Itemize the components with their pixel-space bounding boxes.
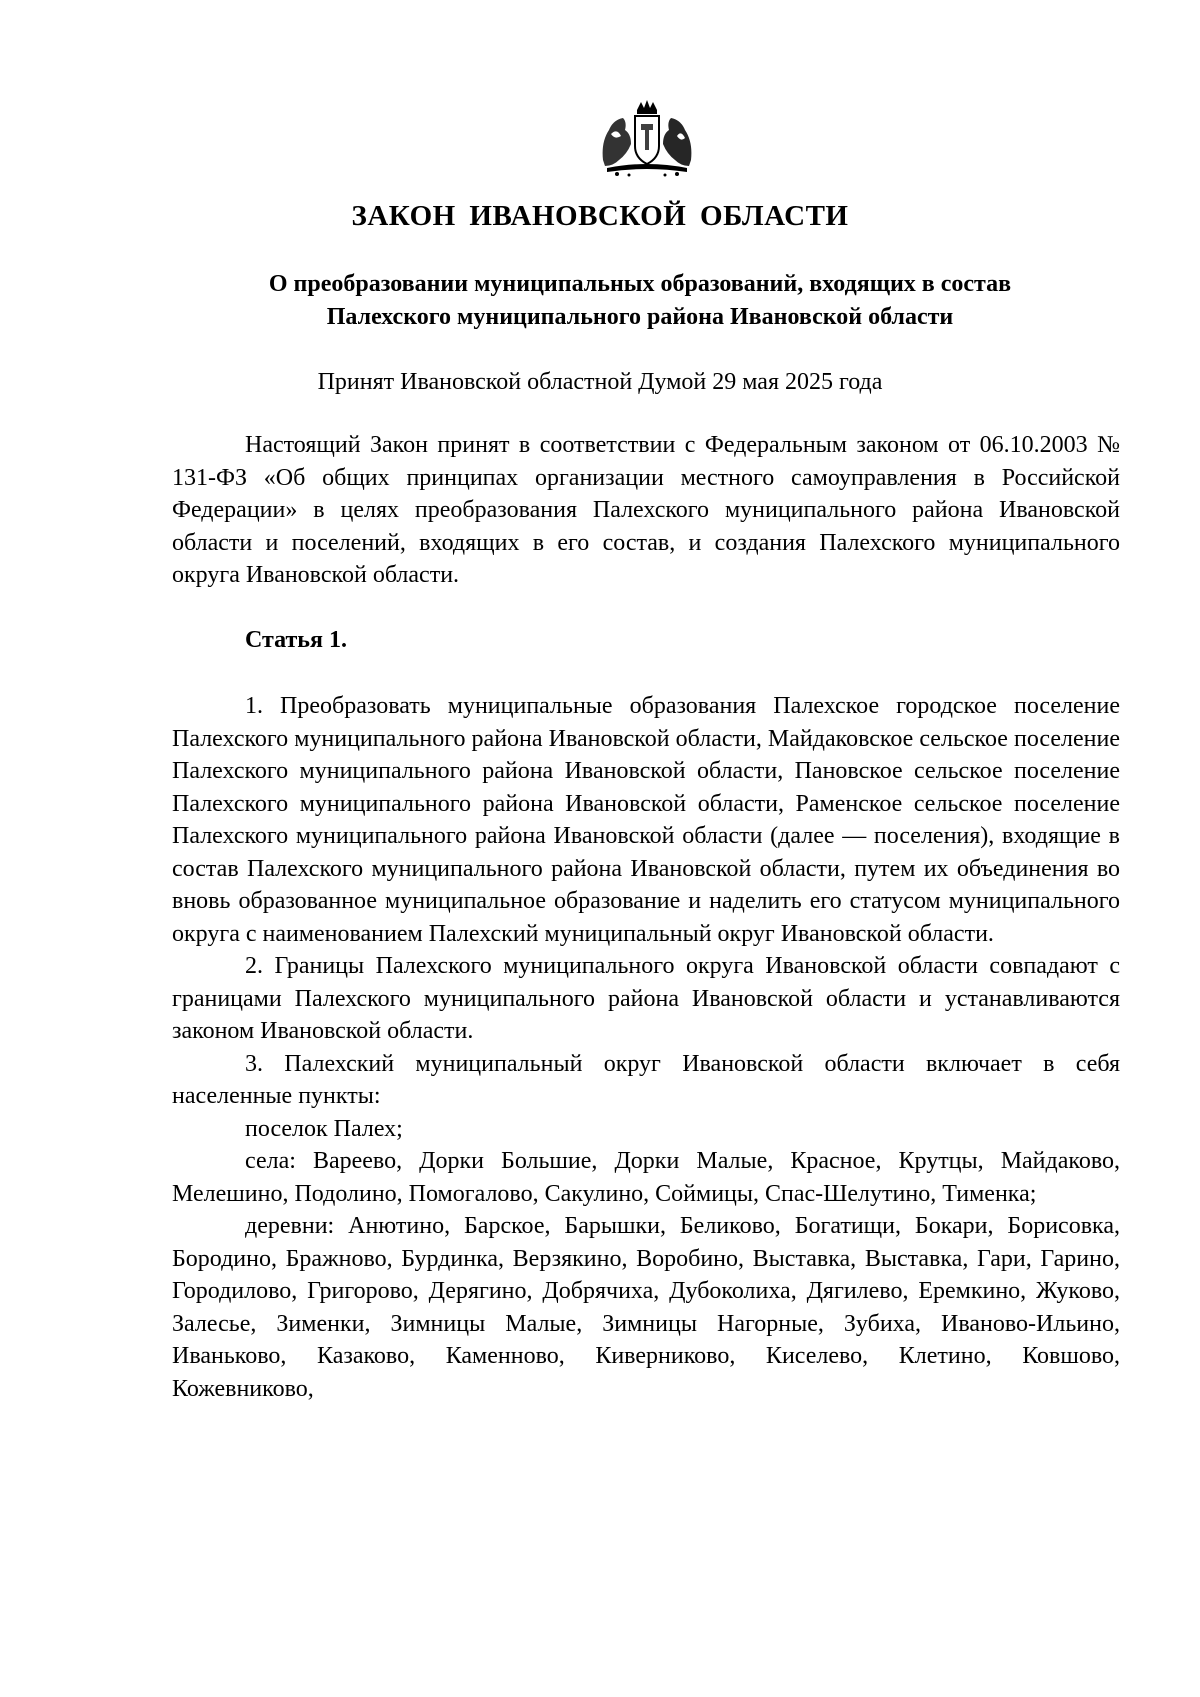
article-paragraph-1: 1. Преобразовать муниципальные образования Палехское городское поселение Палехского муниципального района Ивановской области, Майдаковское сельское поселение Палехского муниципального района Ивановской области, Пановское сельское поселение Палехского муниципального района Ивановской области, Раменское сельское поселение Палехского муниципального района Ивановской области (далее — поселения), входящие в состав Палехского муниципального района Ивановской области, путем их объединения во вновь образованное муниципальное образование и наделить его статусом муниципального округа с наименованием Палехский муниципальный округ Ивановской области. (172, 693, 1120, 947)
article-heading: Статья 1. (245, 626, 347, 653)
law-subject-line-1: О преобразовании муниципальных образований, входящих в состав (268, 271, 1012, 297)
law-body (172, 429, 1120, 1405)
law-subject (160, 268, 1120, 334)
article-paragraph-2: 2. Границы Палехского муниципального округа Ивановской области совпадают с границами Палехского муниципального района Ивановской области и устанавливаются законом Ивановской области. (172, 953, 1120, 1044)
law-subject-line-2: Палехского муниципального района Ивановской области (326, 304, 954, 330)
settlement-list-town: поселок Палех; (245, 1115, 403, 1142)
coat-of-arms-icon (597, 100, 697, 178)
preamble-paragraph: Настоящий Закон принят в соответствии с Федеральным законом от 06.10.2003 № 131-ФЗ «Об общих принципах организации местного самоуправления в Российской Федерации» в целях преобразования Палехского муниципального района Ивановской области и поселений, входящих в его состав, и создания Палехского муниципального округа Ивановской области. (172, 432, 1120, 588)
settlement-list-villages: села: Вареево, Дорки Большие, Дорки Малые, Красное, Крутцы, Майдаково, Мелешино, Подолино, Помогалово, Сакулино, Соймицы, Спас-Шелутино, Тименка; (172, 1148, 1120, 1207)
adoption-line: Принят Ивановской областной Думой 29 мая 2025 года (317, 369, 883, 395)
law-title: ЗАКОН ИВАНОВСКОЙ ОБЛАСТИ (351, 200, 849, 232)
settlement-list-hamlets: деревни: Анютино, Барское, Барышки, Беликово, Богатищи, Бокари, Борисовка, Бородино, Бражново, Бурдинка, Верзякино, Воробино, Выставка, Выставка, Гари, Гарино, Городилово, Григорово, Дерягино, Добрячиха, Дубоколиха, Дягилево, Еремкино, Жуково, Залесье, Зименки, Зимницы Малые, Зимницы Нагорные, Зубиха, Иваново-Ильино, Иваньково, Казаково, Каменново, Киверниково, Киселево, Клетино, Ковшово, Кожевниково, (172, 1213, 1120, 1402)
article-paragraph-3: 3. Палехский муниципальный округ Ивановской области включает в себя населенные пункты: (172, 1050, 1120, 1109)
